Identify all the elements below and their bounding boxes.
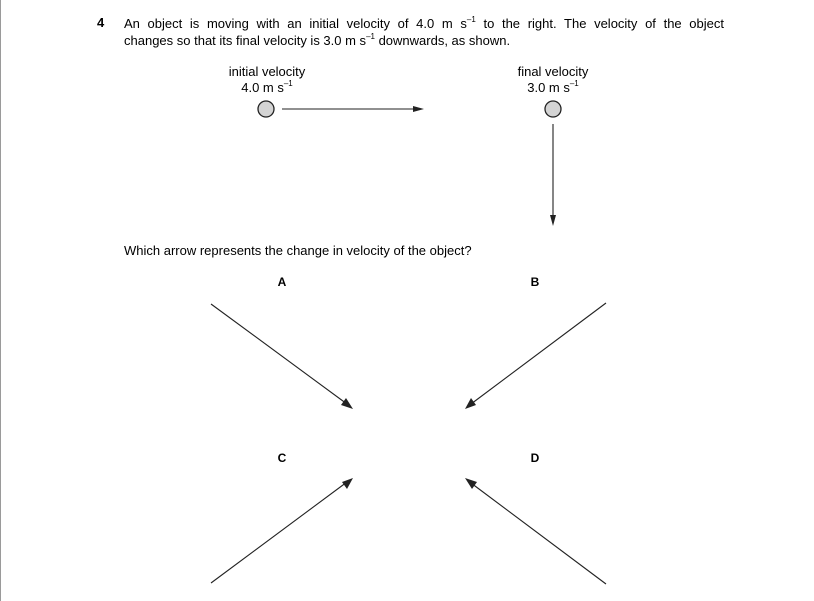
option-b-label[interactable]: B <box>530 275 540 289</box>
initial-velocity-title: initial velocity <box>228 64 306 79</box>
option-a-arrow-shaft <box>211 304 347 404</box>
option-a-label[interactable]: A <box>277 275 287 289</box>
final-velocity-title: final velocity <box>517 64 589 79</box>
question-prompt: Which arrow represents the change in velocity of the object? <box>124 243 472 258</box>
option-d-arrowhead <box>465 478 477 489</box>
option-a-arrowhead <box>341 398 353 409</box>
initial-velocity-value: 4.0 m $s^{-1}$ <box>241 79 293 95</box>
stem-line-2: changes so that its final velocity is 3.0 m $s^{-1}$ downwards, as shown. <box>124 32 511 48</box>
unit-exponent: –1 <box>366 32 375 41</box>
option-c-arrowhead <box>342 478 353 489</box>
option-c-label[interactable]: C <box>277 451 287 465</box>
final-object-ball <box>545 101 561 117</box>
option-d-label[interactable]: D <box>530 451 540 465</box>
option-c-arrow-shaft <box>211 482 347 583</box>
final-velocity-value: 3.0 m $s^{-1}$ <box>527 79 579 95</box>
initial-velocity-arrowhead <box>413 106 424 112</box>
final-velocity-arrowhead <box>550 215 556 226</box>
option-d-arrow-shaft <box>471 483 606 584</box>
unit-exponent: –1 <box>466 15 476 24</box>
question-number: 4 <box>97 15 105 30</box>
stem-line-1: An object is moving with an initial velocity of 4.0 m $s^{-1}$ to the right. The velocity of the object <box>124 15 724 31</box>
option-b-arrowhead <box>465 398 476 409</box>
initial-object-ball <box>258 101 274 117</box>
option-b-arrow-shaft <box>471 303 606 404</box>
